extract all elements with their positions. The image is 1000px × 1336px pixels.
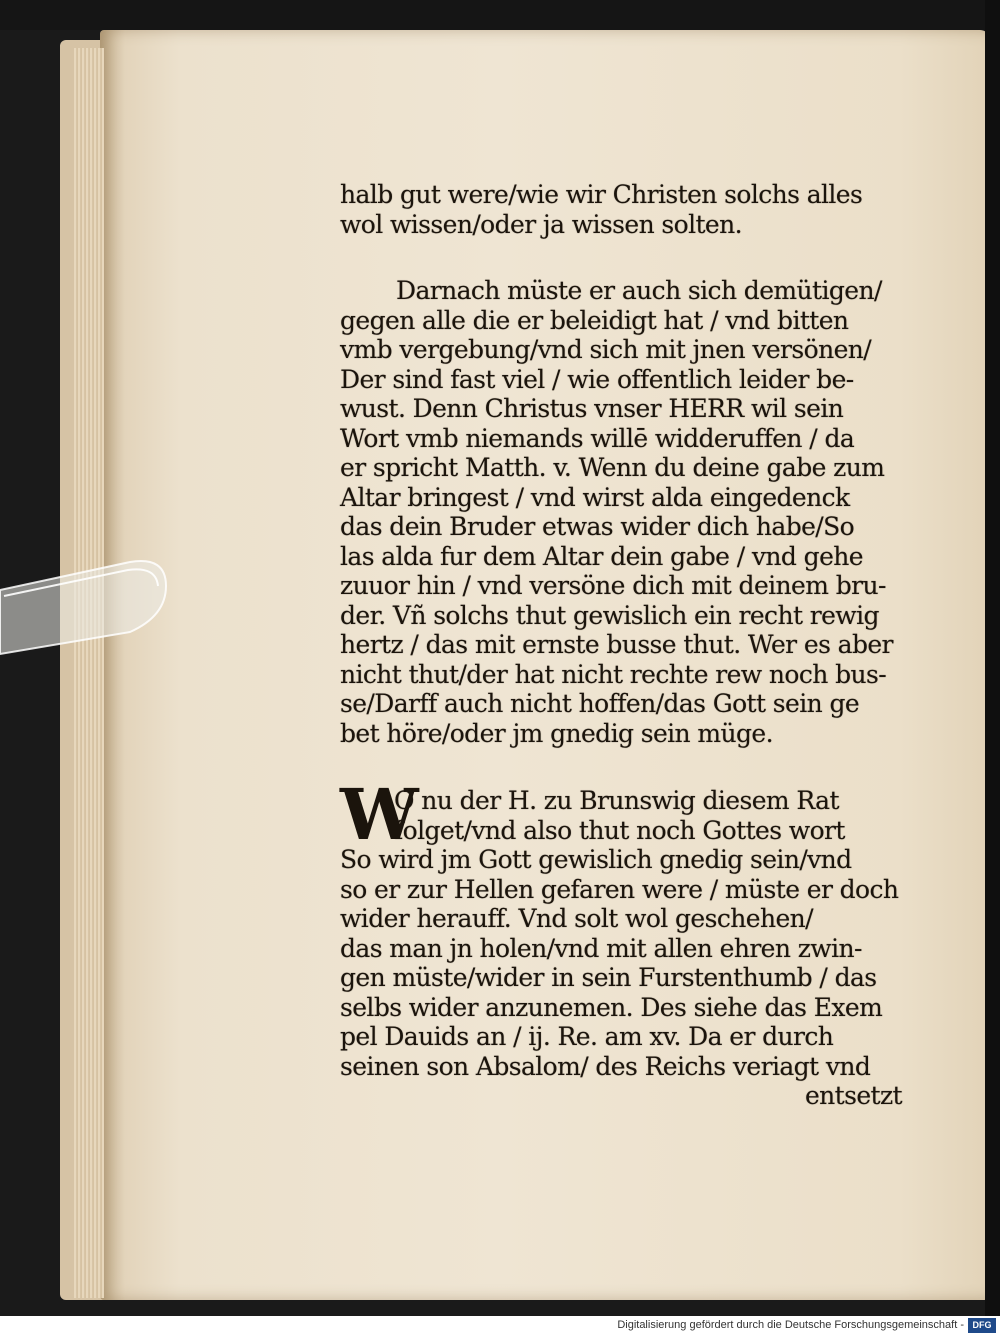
scan-top-background bbox=[0, 0, 1000, 30]
text-line: so er zur Hellen gefaren were / müste er doch bbox=[340, 874, 899, 904]
text-line: seinen son Absalom/ des Reichs veriagt vnd bbox=[340, 1051, 871, 1081]
text-line: las alda fur dem Altar dein gabe / vnd gehe bbox=[340, 541, 863, 571]
text-line: se/Darff auch nicht hoffen/das Gott sein ge bbox=[340, 689, 860, 718]
text-line: Der sind fast viel / wie offentlich leider be- bbox=[340, 364, 854, 394]
paragraph-3 bbox=[340, 773, 920, 1081]
footer bbox=[0, 1316, 1000, 1336]
text-line: Altar bringest / vnd wirst alda eingedenck bbox=[340, 482, 850, 512]
text-line: selbs wider anzunemen. Des siehe das Exem bbox=[340, 992, 883, 1022]
text-line: gen müste/wider in sein Furstenthumb / das bbox=[340, 963, 877, 992]
text-line: gegen alle die er beleidigt hat / vnd bitten bbox=[340, 305, 849, 335]
text-line: vmb vergebung/vnd sich mit jnen versönen/ bbox=[340, 335, 872, 364]
text-line: wider herauff. Vnd solt wol geschehen/ bbox=[340, 904, 813, 933]
text-line: O nu der H. zu Brunswig diesem Rat bbox=[394, 786, 839, 815]
catchword: entsetzt bbox=[804, 1081, 902, 1110]
text-line: nicht thut/der hat nicht rechte rew noch bus- bbox=[340, 659, 887, 689]
text-line: folget/vnd also thut noch Gottes wort bbox=[394, 815, 845, 845]
scan-right-background bbox=[985, 0, 1000, 1316]
text-line: der. Vñ solchs thut gewislich ein recht rewig bbox=[340, 600, 879, 630]
paragraph-2 bbox=[340, 276, 920, 748]
dfg-logo: DFG bbox=[968, 1318, 996, 1333]
text-line: das dein Bruder etwas wider dich habe/So bbox=[340, 512, 855, 541]
text-line: er spricht Matth. v. Wenn du deine gabe zum bbox=[340, 453, 885, 482]
text-line: zuuor hin / vnd versöne dich mit deinem bru- bbox=[340, 571, 886, 600]
text-line: wust. Denn Christus vnser HERR wil sein bbox=[340, 394, 844, 423]
text-line: So wird jm Gott gewislich gnedig sein/vnd bbox=[340, 845, 852, 874]
page-text bbox=[340, 180, 920, 1111]
funding-notice: Digitalisierung gefördert durch die Deutsche Forschungsgemeinschaft - bbox=[617, 1319, 964, 1331]
text-line: Darnach müste er auch sich demütigen/ bbox=[396, 276, 882, 305]
page-edges bbox=[74, 48, 104, 1298]
text-line: Wort vmb niemands willē widderuffen / da bbox=[340, 423, 855, 453]
initial-letter: W bbox=[340, 773, 419, 856]
paragraph-1 bbox=[340, 180, 920, 239]
text-line: bet höre/oder jm gnedig sein müge. bbox=[340, 718, 773, 748]
text-line: das man jn holen/vnd mit allen ehren zwin- bbox=[340, 933, 862, 963]
text-line: halb gut were/wie wir Christen solchs alles bbox=[340, 180, 863, 209]
text-line: pel Dauids an / ij. Re. am xv. Da er durch bbox=[340, 1022, 834, 1051]
text-line: hertz / das mit ernste busse thut. Wer es aber bbox=[340, 630, 893, 659]
text-line: wol wissen/oder ja wissen solten. bbox=[340, 209, 742, 239]
